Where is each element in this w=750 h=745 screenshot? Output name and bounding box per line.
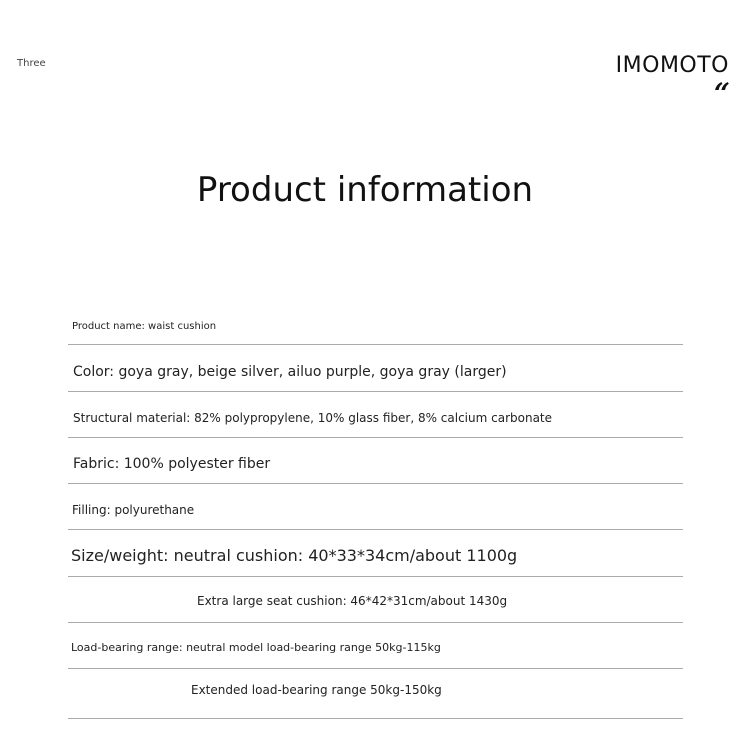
info-text: Extra large seat cushion: 46*42*31cm/about 1430g: [197, 594, 508, 608]
info-text: Product name: waist cushion: [72, 321, 217, 332]
info-text: Load-bearing range: neutral model load-bearing range 50kg-115kg: [71, 641, 441, 654]
info-text: Fabric: 100% polyester fiber: [73, 456, 271, 472]
corner-label: Three: [17, 58, 46, 69]
info-row-size-weight: [68, 530, 683, 577]
info-row-filling: [68, 484, 683, 530]
info-row-extra-large: [68, 577, 683, 623]
info-text: Size/weight: neutral cushion: 40*33*34cm/about 1100g: [71, 546, 518, 565]
info-row-load-bearing: [68, 623, 683, 669]
info-text: Color: goya gray, beige silver, ailuo purple, goya gray (larger): [73, 364, 507, 380]
info-text: Structural material: 82% polypropylene, 10% glass fiber, 8% calcium carbonate: [73, 411, 553, 425]
info-row-structural-material: [68, 392, 683, 438]
quote-mark-icon: “: [713, 77, 730, 110]
info-row-product-name: [68, 300, 683, 345]
info-text: Extended load-bearing range 50kg-150kg: [191, 683, 442, 697]
info-row-extended-load: [68, 669, 683, 719]
info-row-fabric: [68, 438, 683, 484]
info-text: Filling: polyurethane: [72, 503, 195, 517]
brand-logo: IMOMOTO: [615, 53, 729, 78]
info-row-color: [68, 345, 683, 392]
page-title: Product information: [196, 170, 534, 210]
